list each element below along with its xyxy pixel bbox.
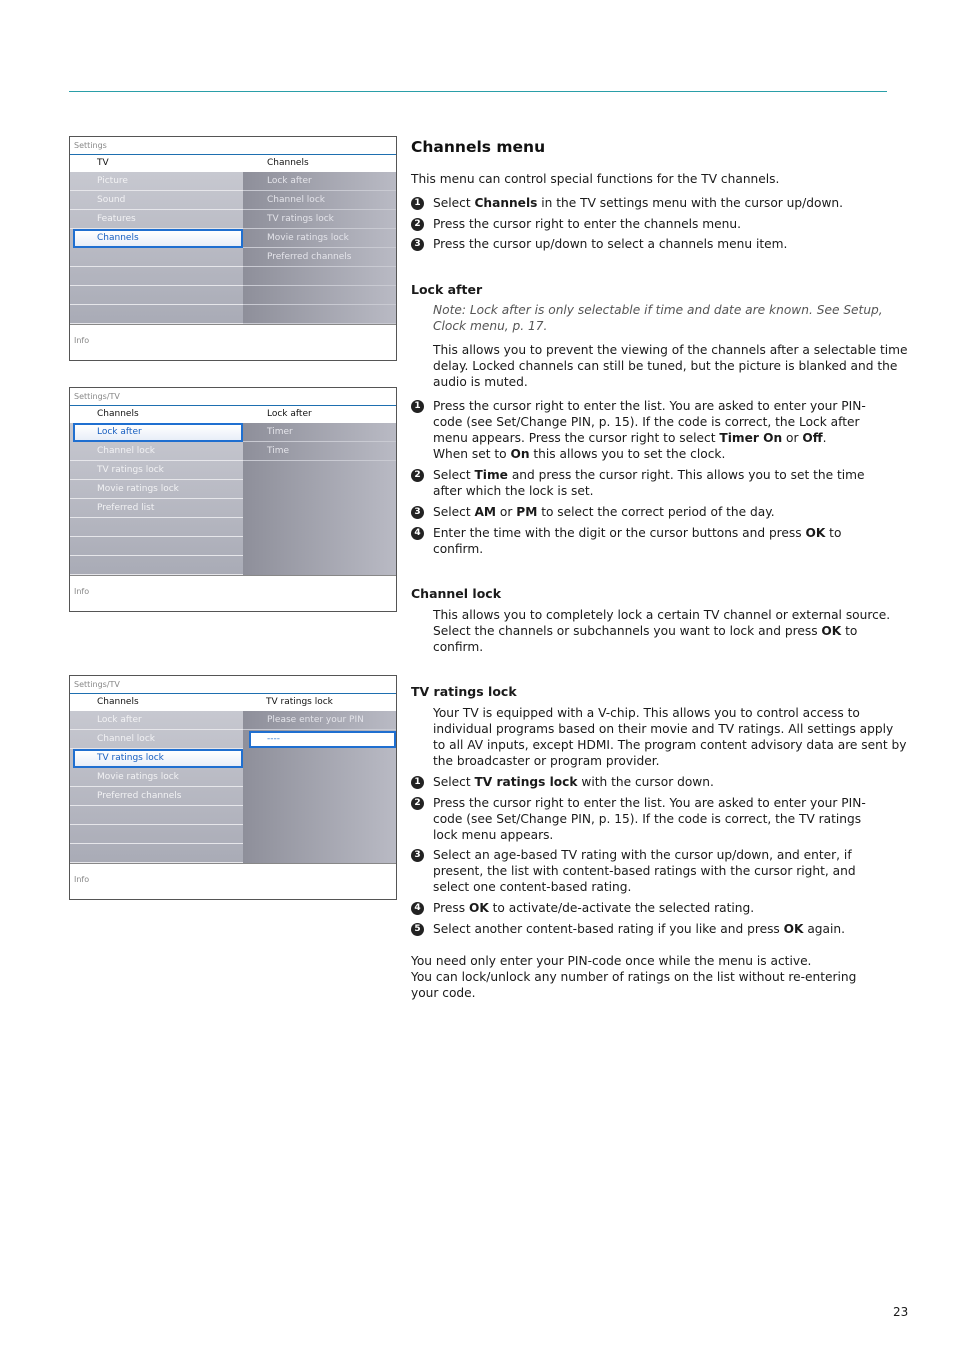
menu-left-header: Channels (97, 409, 139, 419)
step-number-icon: 1 (411, 400, 424, 413)
menu-column-headers (70, 406, 396, 423)
menu-item[interactable]: Channel lock (70, 730, 243, 749)
submenu-item[interactable]: Time (243, 442, 396, 461)
menu-item[interactable]: Features (70, 210, 243, 229)
menu-left-header: Channels (97, 697, 139, 707)
menu-item (70, 286, 243, 305)
submenu-item (243, 748, 396, 767)
menu-item[interactable]: Preferred channels (70, 787, 243, 806)
menu-info-area: Info (70, 324, 396, 360)
tv-ratings-outro: You need only enter your PIN-code once while the menu is active. You can lock/unlock any number of ratings on the list without re-entering your code. (411, 954, 857, 1000)
lock-after-heading: Lock after (411, 282, 483, 297)
menu-breadcrumb: Settings/TV (70, 388, 396, 406)
step-number-icon: 2 (411, 469, 424, 482)
submenu-item (243, 499, 396, 518)
menu-item[interactable]: Lock after (70, 711, 243, 730)
submenu-item (243, 461, 396, 480)
menu-item (70, 556, 243, 575)
submenu-item (243, 537, 396, 556)
page-number: 23 (893, 1305, 909, 1319)
menu-item[interactable]: Preferred list (70, 499, 243, 518)
submenu-item (243, 556, 396, 575)
submenu-item (243, 786, 396, 805)
intro-step-3: 3 Press the cursor up/down to select a channels menu item. (411, 236, 887, 252)
pin-input[interactable]: ---- (249, 731, 396, 748)
submenu-item[interactable]: Lock after (243, 172, 396, 191)
menu-right-header: TV ratings lock (266, 697, 333, 707)
menu-right-header: Lock after (267, 409, 312, 419)
menu-item-selected[interactable]: TV ratings lock (73, 749, 243, 768)
channel-lock-body: This allows you to completely lock a certain TV channel or external source. Select the channels or subchannels you want to lock and press OK to confirm. (433, 608, 891, 654)
tv-menu-panel-lock-after (69, 387, 397, 612)
menu-item (70, 267, 243, 286)
menu-item (70, 518, 243, 537)
submenu-item[interactable]: Preferred channels (243, 248, 396, 267)
menu-item (70, 844, 243, 863)
lock-after-step-1: 1 Press the cursor right to enter the list. You are asked to enter your PIN-code (see Set/Change PIN, p. 15). If the code is correct, the Lock after menu appears. Press the cursor right to select Timer On or Off. When set to On this allows you to set the clock. (411, 398, 887, 462)
intro-step-2: 2 Press the cursor right to enter the channels menu. (411, 216, 887, 232)
lock-after-body: This allows you to prevent the viewing of the channels after a selectable time delay. Locked channels can still be tuned, but the picture is blanked and the audio is muted. (433, 343, 908, 389)
menu-item[interactable]: Channel lock (70, 442, 243, 461)
submenu-item (243, 480, 396, 499)
submenu-item (243, 518, 396, 537)
menu-right-header: Channels (267, 158, 309, 168)
menu-item (70, 305, 243, 324)
menu-item[interactable]: Picture (70, 172, 243, 191)
menu-left-list (70, 172, 243, 324)
submenu-item (243, 267, 396, 286)
tv-ratings-step-1: 1 Select TV ratings lock with the cursor down. (411, 774, 887, 790)
menu-item (70, 248, 243, 267)
menu-breadcrumb: Settings/TV (70, 676, 396, 694)
submenu-item (243, 805, 396, 824)
tv-ratings-step-2: 2 Press the cursor right to enter the list. You are asked to enter your PIN-code (see Set/Change PIN, p. 15). If the code is correct, the TV ratings lock menu appears. (411, 795, 887, 843)
lock-after-step-4: 4 Enter the time with the digit or the cursor buttons and press OK to confirm. (411, 525, 887, 557)
tv-ratings-heading: TV ratings lock (411, 684, 517, 699)
submenu-item (243, 305, 396, 324)
menu-left-header: TV (97, 158, 109, 168)
submenu-item[interactable]: Movie ratings lock (243, 229, 396, 248)
submenu-item (243, 843, 396, 862)
intro-paragraph: This menu can control special functions for the TV channels. (411, 172, 780, 186)
channel-lock-heading: Channel lock (411, 586, 502, 601)
menu-item-selected[interactable]: Lock after (73, 423, 243, 442)
step-number-icon: 1 (411, 197, 424, 210)
menu-right-list (243, 711, 396, 863)
menu-info-area: Info (70, 575, 396, 611)
tv-ratings-step-5: 5 Select another content-based rating if you like and press OK again. (411, 921, 887, 937)
step-number-icon: 1 (411, 776, 424, 789)
tv-menu-panel-settings (69, 136, 397, 361)
submenu-item[interactable]: TV ratings lock (243, 210, 396, 229)
step-number-icon: 3 (411, 238, 424, 251)
step-number-icon: 2 (411, 218, 424, 231)
step-number-icon: 2 (411, 797, 424, 810)
menu-item[interactable]: Movie ratings lock (70, 768, 243, 787)
tv-ratings-step-3: 3 Select an age-based TV rating with the cursor up/down, and enter, if present, the list with content-based ratings with the cursor right, and select one content-based rating. (411, 847, 887, 895)
step-number-icon: 5 (411, 923, 424, 936)
menu-info-area: Info (70, 863, 396, 899)
tv-ratings-body: Your TV is equipped with a V-chip. This allows you to control access to individual programs based on their movie and TV ratings. All settings apply to all AV inputs, except HDMI. The program content advisory data are sent by the broadcaster or program provider. (433, 706, 907, 768)
step-number-icon: 3 (411, 849, 424, 862)
menu-column-headers (70, 694, 396, 711)
menu-left-list (70, 423, 243, 575)
intro-step-1: 1 Select Channels in the TV settings menu with the cursor up/down. (411, 195, 887, 211)
lock-after-step-3: 3 Select AM or PM to select the correct period of the day. (411, 504, 887, 520)
tv-ratings-step-4: 4 Press OK to activate/de-activate the selected rating. (411, 900, 887, 916)
section-title: Channels menu (411, 138, 546, 156)
step-number-icon: 4 (411, 902, 424, 915)
tv-menu-panel-tv-ratings (69, 675, 397, 900)
lock-after-note: Note: Lock after is only selectable if time and date are known. See Setup, Clock menu, p. 17. (433, 303, 883, 333)
menu-breadcrumb: Settings (70, 137, 396, 155)
menu-right-list (243, 423, 396, 575)
submenu-item (243, 286, 396, 305)
menu-item[interactable]: TV ratings lock (70, 461, 243, 480)
menu-item (70, 825, 243, 844)
menu-column-headers (70, 155, 396, 172)
menu-item[interactable]: Sound (70, 191, 243, 210)
step-number-icon: 3 (411, 506, 424, 519)
lock-after-step-2: 2 Select Time and press the cursor right. This allows you to set the time after which the lock is set. (411, 467, 887, 499)
submenu-item[interactable]: Channel lock (243, 191, 396, 210)
top-rule (69, 91, 887, 92)
menu-item (70, 806, 243, 825)
menu-left-list (70, 711, 243, 863)
submenu-item (243, 824, 396, 843)
submenu-item (243, 767, 396, 786)
step-number-icon: 4 (411, 527, 424, 540)
menu-item[interactable]: Movie ratings lock (70, 480, 243, 499)
menu-item-selected[interactable]: Channels (73, 229, 243, 248)
menu-right-list (243, 172, 396, 324)
pin-prompt: Please enter your PIN (243, 711, 396, 730)
submenu-item[interactable]: Timer (243, 423, 396, 442)
menu-item (70, 537, 243, 556)
